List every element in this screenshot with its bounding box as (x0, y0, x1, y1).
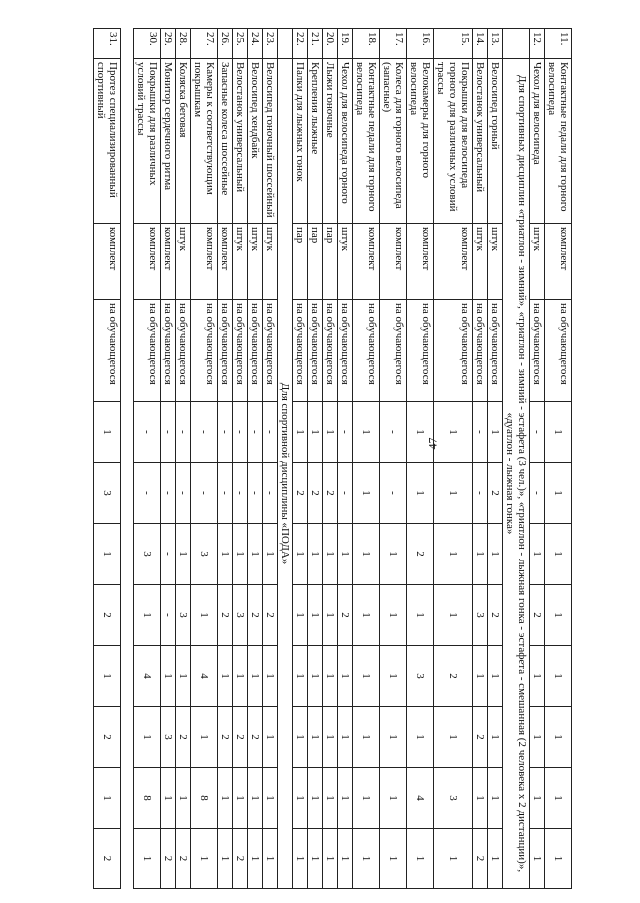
quantity-cell: 2 (233, 829, 248, 889)
item-name: Крепления лыжные (308, 59, 323, 224)
quantity-cell: 1 (473, 524, 488, 585)
quantity-cell: 1 (293, 524, 308, 585)
item-name: Велостанок универсальный (233, 59, 248, 224)
quantity-cell: 3 (434, 768, 473, 829)
row-number: 23. (263, 29, 278, 59)
item-name: Камеры к соответствующим покрышкам (191, 59, 218, 224)
unit-of-measure: пар (323, 224, 338, 300)
item-name: Чехол для велосипеда (530, 59, 545, 224)
row-number: 16. (407, 29, 434, 59)
quantity-cell: 1 (407, 463, 434, 524)
quantity-cell: 1 (293, 646, 308, 707)
quantity-cell: - (263, 463, 278, 524)
quantity-cell: 1 (353, 463, 380, 524)
quantity-cell: 1 (353, 646, 380, 707)
table-row (530, 29, 545, 889)
unit-of-measure: комплект (94, 224, 121, 300)
row-number: 27. (191, 29, 218, 59)
quantity-cell: 1 (218, 646, 233, 707)
item-name: Колеса для горного велосипеда (запасные) (380, 59, 407, 224)
table-row (161, 29, 176, 889)
row-number: 28. (176, 29, 191, 59)
quantity-cell: - (191, 463, 218, 524)
issued-to: на обучающегося (263, 300, 278, 402)
quantity-cell: 1 (530, 707, 545, 768)
quantity-cell: 1 (488, 829, 503, 889)
quantity-cell: 1 (218, 829, 233, 889)
quantity-cell: 1 (353, 707, 380, 768)
quantity-cell: 1 (407, 402, 434, 463)
quantity-cell: 1 (353, 768, 380, 829)
quantity-cell: 2 (176, 707, 191, 768)
quantity-cell: 1 (407, 585, 434, 646)
quantity-cell: 2 (488, 585, 503, 646)
quantity-cell: 2 (161, 829, 176, 889)
quantity-cell: 1 (233, 768, 248, 829)
row-number: 24. (248, 29, 263, 59)
quantity-cell: 1 (308, 829, 323, 889)
equipment-table-continued (93, 28, 121, 889)
quantity-cell: 2 (94, 585, 121, 646)
issued-to: на обучающегося (473, 300, 488, 402)
quantity-cell: 1 (308, 646, 323, 707)
quantity-cell: 1 (308, 402, 323, 463)
item-name: Велосипед гоночный шоссейный (263, 59, 278, 224)
rotated-document (93, 28, 572, 888)
quantity-cell: - (134, 463, 161, 524)
quantity-cell: 1 (323, 402, 338, 463)
quantity-cell: 1 (323, 707, 338, 768)
quantity-cell: - (161, 585, 176, 646)
quantity-cell: 1 (176, 768, 191, 829)
quantity-cell: 1 (530, 524, 545, 585)
issued-to: на обучающегося (94, 300, 121, 402)
quantity-cell: 2 (94, 707, 121, 768)
unit-of-measure: комплект (161, 224, 176, 300)
quantity-cell: 1 (293, 707, 308, 768)
row-number: 31. (94, 29, 121, 59)
quantity-cell: 1 (434, 829, 473, 889)
quantity-cell: 1 (530, 646, 545, 707)
item-name: Велокамеры для горного велосипеда (407, 59, 434, 224)
quantity-cell: 1 (323, 585, 338, 646)
quantity-cell: - (473, 402, 488, 463)
quantity-cell: - (161, 402, 176, 463)
quantity-cell: 1 (434, 524, 473, 585)
unit-of-measure: штук (176, 224, 191, 300)
row-number: 15. (434, 29, 473, 59)
unit-of-measure: штук (530, 224, 545, 300)
quantity-cell: 1 (434, 707, 473, 768)
quantity-cell: 1 (353, 524, 380, 585)
quantity-cell: 4 (191, 646, 218, 707)
quantity-cell: - (338, 463, 353, 524)
quantity-cell: 3 (176, 585, 191, 646)
quantity-cell: - (218, 402, 233, 463)
item-name: Протез специализированный спортивный (94, 59, 121, 224)
quantity-cell: 1 (293, 402, 308, 463)
issued-to: на обучающегося (545, 300, 572, 402)
quantity-cell: 1 (94, 646, 121, 707)
quantity-cell: 3 (233, 585, 248, 646)
quantity-cell: 2 (248, 707, 263, 768)
quantity-cell: 1 (134, 829, 161, 889)
quantity-cell: 1 (353, 585, 380, 646)
quantity-cell: 2 (94, 829, 121, 889)
quantity-cell: - (380, 463, 407, 524)
quantity-cell: 1 (488, 707, 503, 768)
quantity-cell: 1 (263, 707, 278, 768)
quantity-cell: 1 (380, 585, 407, 646)
issued-to: на обучающегося (218, 300, 233, 402)
quantity-cell: - (218, 463, 233, 524)
quantity-cell: - (191, 402, 218, 463)
quantity-cell: 1 (380, 829, 407, 889)
unit-of-measure: комплект (191, 224, 218, 300)
quantity-cell: 8 (134, 768, 161, 829)
equipment-table (133, 28, 572, 889)
table-row (233, 29, 248, 889)
quantity-cell: 1 (530, 768, 545, 829)
table-row (94, 29, 121, 889)
quantity-cell: 1 (473, 646, 488, 707)
quantity-cell: 4 (407, 768, 434, 829)
section-row (503, 29, 530, 889)
section-heading-poda: Для спортивной дисциплины «ПОДА» (278, 59, 293, 889)
row-number: 13. (488, 29, 503, 59)
quantity-cell: - (134, 402, 161, 463)
item-name: Покрышки для велосипеда горного для различных условий трассы (434, 59, 473, 224)
quantity-cell: 1 (530, 829, 545, 889)
quantity-cell: 1 (545, 524, 572, 585)
quantity-cell: 1 (263, 768, 278, 829)
quantity-cell: 1 (338, 646, 353, 707)
item-name: Контактные педали для горного велосипеда (545, 59, 572, 224)
quantity-cell: 1 (338, 768, 353, 829)
quantity-cell: - (233, 402, 248, 463)
quantity-cell: 1 (233, 524, 248, 585)
quantity-cell: - (233, 463, 248, 524)
quantity-cell: 1 (161, 768, 176, 829)
quantity-cell: 2 (530, 585, 545, 646)
quantity-cell: 2 (218, 585, 233, 646)
quantity-cell: - (338, 402, 353, 463)
table-row (308, 29, 323, 889)
quantity-cell: 1 (545, 768, 572, 829)
issued-to: на обучающегося (161, 300, 176, 402)
quantity-cell: 1 (545, 707, 572, 768)
row-number: 22. (293, 29, 308, 59)
unit-of-measure: комплект (545, 224, 572, 300)
table-row (323, 29, 338, 889)
row-number: 30. (134, 29, 161, 59)
quantity-cell: 1 (308, 707, 323, 768)
table-row (353, 29, 380, 889)
quantity-cell: 1 (407, 707, 434, 768)
unit-of-measure: штук (248, 224, 263, 300)
quantity-cell: - (380, 402, 407, 463)
quantity-cell: 1 (488, 768, 503, 829)
row-number: 11. (545, 29, 572, 59)
table-row (293, 29, 308, 889)
quantity-cell: - (176, 402, 191, 463)
quantity-cell: 1 (308, 524, 323, 585)
item-name: Чехол для велосипеда горного (338, 59, 353, 224)
quantity-cell: 1 (233, 646, 248, 707)
quantity-cell: - (473, 463, 488, 524)
table-row (134, 29, 161, 889)
issued-to: на обучающегося (434, 300, 473, 402)
quantity-cell: 1 (545, 585, 572, 646)
quantity-cell: 1 (161, 646, 176, 707)
quantity-cell: 1 (134, 585, 161, 646)
issued-to: на обучающегося (380, 300, 407, 402)
issued-to: на обучающегося (134, 300, 161, 402)
quantity-cell: 1 (263, 524, 278, 585)
quantity-cell: 1 (323, 829, 338, 889)
row-number: 29. (161, 29, 176, 59)
quantity-cell: - (248, 402, 263, 463)
page-number: 47 (425, 437, 440, 450)
quantity-cell: 2 (434, 646, 473, 707)
quantity-cell: 1 (545, 463, 572, 524)
quantity-cell: 1 (434, 402, 473, 463)
quantity-cell: 1 (176, 524, 191, 585)
quantity-cell: 2 (308, 463, 323, 524)
quantity-cell: 1 (248, 524, 263, 585)
quantity-cell: 1 (380, 768, 407, 829)
quantity-cell: - (248, 463, 263, 524)
quantity-cell: 1 (407, 829, 434, 889)
quantity-cell: 1 (218, 768, 233, 829)
issued-to: на обучающегося (323, 300, 338, 402)
quantity-cell: 2 (407, 524, 434, 585)
quantity-cell: 1 (380, 646, 407, 707)
issued-to: на обучающегося (293, 300, 308, 402)
quantity-cell: - (263, 402, 278, 463)
table-row (434, 29, 473, 889)
item-name: Лыжи гоночные (323, 59, 338, 224)
quantity-cell: 1 (380, 707, 407, 768)
unit-of-measure: штук (488, 224, 503, 300)
item-name: Монитор сердечного ритма (161, 59, 176, 224)
quantity-cell: 1 (248, 829, 263, 889)
unit-of-measure: комплект (134, 224, 161, 300)
unit-of-measure: штук (263, 224, 278, 300)
issued-to: на обучающегося (233, 300, 248, 402)
quantity-cell: 2 (176, 829, 191, 889)
row-number: 25. (233, 29, 248, 59)
quantity-cell: 1 (488, 646, 503, 707)
quantity-cell: 1 (248, 646, 263, 707)
issued-to: на обучающегося (530, 300, 545, 402)
issued-to: на обучающегося (308, 300, 323, 402)
quantity-cell: 1 (434, 463, 473, 524)
unit-of-measure: пар (308, 224, 323, 300)
unit-of-measure: комплект (380, 224, 407, 300)
quantity-cell: 1 (380, 524, 407, 585)
quantity-cell: 1 (176, 646, 191, 707)
row-number: 17. (380, 29, 407, 59)
quantity-cell: 1 (473, 768, 488, 829)
quantity-cell: 8 (191, 768, 218, 829)
quantity-cell: 1 (94, 524, 121, 585)
quantity-cell: 1 (308, 585, 323, 646)
quantity-cell: 1 (353, 829, 380, 889)
quantity-cell: 1 (323, 646, 338, 707)
quantity-cell: 1 (434, 585, 473, 646)
unit-of-measure: комплект (218, 224, 233, 300)
issued-to: на обучающегося (488, 300, 503, 402)
item-name: Велосипед хендбайк (248, 59, 263, 224)
issued-to: на обучающегося (353, 300, 380, 402)
table-row (545, 29, 572, 889)
quantity-cell: 2 (488, 463, 503, 524)
quantity-cell: 1 (94, 402, 121, 463)
quantity-cell: 2 (338, 585, 353, 646)
item-name: Палки для лыжных гонок (293, 59, 308, 224)
quantity-cell: - (530, 402, 545, 463)
issued-to: на обучающегося (191, 300, 218, 402)
quantity-cell: 2 (233, 707, 248, 768)
quantity-cell: 1 (323, 524, 338, 585)
table-row (248, 29, 263, 889)
quantity-cell: 1 (248, 768, 263, 829)
quantity-cell: 1 (134, 707, 161, 768)
table-row (407, 29, 434, 889)
unit-of-measure: комплект (434, 224, 473, 300)
quantity-cell: 2 (473, 829, 488, 889)
item-name: Контактные педали для горного велосипеда (353, 59, 380, 224)
table-row (191, 29, 218, 889)
issued-to: на обучающегося (338, 300, 353, 402)
table-row (218, 29, 233, 889)
unit-of-measure: штук (233, 224, 248, 300)
quantity-cell: 4 (134, 646, 161, 707)
unit-of-measure: комплект (353, 224, 380, 300)
quantity-cell: 1 (323, 768, 338, 829)
quantity-cell: - (176, 463, 191, 524)
quantity-cell: 1 (293, 768, 308, 829)
table-row (473, 29, 488, 889)
quantity-cell: 1 (191, 585, 218, 646)
quantity-cell: 1 (218, 524, 233, 585)
item-name: Запасные колеса шоссейные (218, 59, 233, 224)
row-number: 19. (338, 29, 353, 59)
unit-of-measure: пар (293, 224, 308, 300)
quantity-cell: 1 (545, 402, 572, 463)
quantity-cell: 1 (338, 829, 353, 889)
quantity-cell: 3 (161, 707, 176, 768)
row-number: 20. (323, 29, 338, 59)
quantity-cell: 1 (94, 768, 121, 829)
item-name: Покрышки для различных условий трассы (134, 59, 161, 224)
quantity-cell: - (530, 463, 545, 524)
issued-to: на обучающегося (176, 300, 191, 402)
quantity-cell: 3 (407, 646, 434, 707)
table-row (338, 29, 353, 889)
unit-of-measure: штук (473, 224, 488, 300)
unit-of-measure: комплект (407, 224, 434, 300)
row-number: 18. (353, 29, 380, 59)
table-row (380, 29, 407, 889)
section-row (278, 29, 293, 889)
quantity-cell: 1 (191, 707, 218, 768)
quantity-cell: - (161, 524, 176, 585)
row-number: 21. (308, 29, 323, 59)
quantity-cell: 1 (263, 829, 278, 889)
quantity-cell: 3 (473, 585, 488, 646)
item-name: Велостанок универсальный (473, 59, 488, 224)
row-number: 14. (473, 29, 488, 59)
issued-to: на обучающегося (248, 300, 263, 402)
quantity-cell: 1 (338, 524, 353, 585)
section-heading-triathlon: Для спортивных дисциплин «триатлон - зимний», «триатлон - зимний - эстафета (3 чел.)», «триатлон - лыжная гонка - эстафета - смешанная (2 человека х 2 дистанции)», «дуатлон - лыжная гонка» (503, 59, 530, 889)
quantity-cell: 2 (473, 707, 488, 768)
item-name: Велосипед горный (488, 59, 503, 224)
quantity-cell: - (161, 463, 176, 524)
table-row (488, 29, 503, 889)
quantity-cell: 3 (134, 524, 161, 585)
quantity-cell: 2 (263, 585, 278, 646)
quantity-cell: 1 (353, 402, 380, 463)
quantity-cell: 1 (191, 829, 218, 889)
quantity-cell: 3 (94, 463, 121, 524)
quantity-cell: 2 (218, 707, 233, 768)
quantity-cell: 1 (545, 646, 572, 707)
quantity-cell: 1 (293, 829, 308, 889)
quantity-cell: 1 (308, 768, 323, 829)
table-row (263, 29, 278, 889)
quantity-cell: 1 (488, 524, 503, 585)
quantity-cell: 1 (338, 707, 353, 768)
item-name: Коляска беговая (176, 59, 191, 224)
quantity-cell: 2 (293, 463, 308, 524)
quantity-cell: 1 (293, 585, 308, 646)
quantity-cell: 2 (248, 585, 263, 646)
row-number: 26. (218, 29, 233, 59)
unit-of-measure: штук (338, 224, 353, 300)
quantity-cell: 3 (191, 524, 218, 585)
row-number: 12. (530, 29, 545, 59)
quantity-cell: 1 (263, 646, 278, 707)
issued-to: на обучающегося (407, 300, 434, 402)
quantity-cell: 1 (488, 402, 503, 463)
table-row (176, 29, 191, 889)
quantity-cell: 2 (323, 463, 338, 524)
quantity-cell: 1 (545, 829, 572, 889)
